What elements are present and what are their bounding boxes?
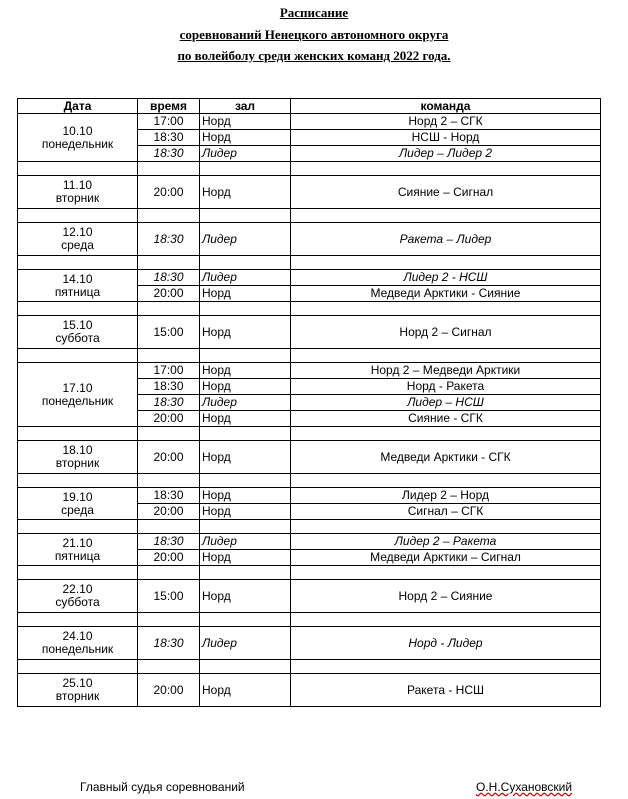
column-header-date: Дата — [18, 99, 138, 114]
spacer-cell — [200, 302, 291, 316]
column-header-time: время — [138, 99, 200, 114]
teams-cell: Норд - Лидер — [291, 627, 601, 660]
teams-cell: Лидер – НСШ — [291, 395, 601, 411]
spacer-cell — [200, 256, 291, 270]
date-label: 18.10 — [62, 443, 93, 457]
spacer-cell — [291, 256, 601, 270]
game-row — [18, 176, 601, 209]
hall-cell: Норд — [200, 114, 291, 130]
spacer-cell — [200, 162, 291, 176]
document-title: Расписание — [279, 5, 349, 20]
weekday-label: среда — [61, 238, 94, 252]
spacer-cell — [18, 427, 138, 441]
hall-cell: Лидер — [200, 534, 291, 550]
spacer-cell — [18, 613, 138, 627]
spacer-cell — [291, 209, 601, 223]
date-cell — [18, 627, 138, 660]
spacer-cell — [18, 302, 138, 316]
spacer-cell — [200, 349, 291, 363]
spacer-cell — [200, 566, 291, 580]
time-cell: 18:30 — [138, 395, 200, 411]
date-cell — [18, 363, 138, 427]
game-row — [18, 534, 601, 550]
spacer-cell — [138, 613, 200, 627]
schedule-table — [17, 98, 601, 707]
weekday-label: вторник — [55, 689, 100, 703]
hall-cell: Норд — [200, 379, 291, 395]
weekday-label: суббота — [55, 331, 100, 345]
column-header-teams: команда — [291, 99, 601, 114]
game-row — [18, 488, 601, 504]
time-cell: 18:30 — [138, 379, 200, 395]
time-cell: 15:00 — [138, 316, 200, 349]
spacer-cell — [200, 660, 291, 674]
spacer-cell — [200, 427, 291, 441]
date-cell — [18, 674, 138, 707]
schedule-body — [18, 114, 601, 707]
date-label: 12.10 — [62, 225, 93, 239]
spacer-cell — [138, 566, 200, 580]
time-cell: 18:30 — [138, 223, 200, 256]
teams-cell: Медведи Арктики - СГК — [291, 441, 601, 474]
teams-cell: Лидер 2 – Ракета — [291, 534, 601, 550]
hall-cell: Норд — [200, 286, 291, 302]
time-cell: 20:00 — [138, 550, 200, 566]
weekday-label: суббота — [55, 595, 100, 609]
date-cell — [18, 441, 138, 474]
teams-cell: Медведи Арктики – Сигнал — [291, 550, 601, 566]
teams-cell: Норд 2 – Сияние — [291, 580, 601, 613]
spacer-row — [18, 613, 601, 627]
date-cell — [18, 223, 138, 256]
spacer-cell — [291, 566, 601, 580]
spacer-cell — [200, 209, 291, 223]
teams-cell: Лидер – Лидер 2 — [291, 146, 601, 162]
time-cell: 18:30 — [138, 130, 200, 146]
time-cell: 17:00 — [138, 114, 200, 130]
time-cell: 17:00 — [138, 363, 200, 379]
footer-role: Главный судья соревнований — [80, 780, 245, 794]
hall-cell: Лидер — [200, 395, 291, 411]
teams-cell: Норд 2 – Сигнал — [291, 316, 601, 349]
game-row — [18, 627, 601, 660]
teams-cell: Ракета - НСШ — [291, 674, 601, 707]
spacer-cell — [18, 349, 138, 363]
hall-cell: Норд — [200, 316, 291, 349]
date-label: 15.10 — [62, 318, 93, 332]
header-row — [18, 99, 601, 114]
spacer-row — [18, 474, 601, 488]
date-cell — [18, 270, 138, 302]
time-cell: 20:00 — [138, 441, 200, 474]
time-cell: 18:30 — [138, 534, 200, 550]
column-header-hall: зал — [200, 99, 291, 114]
hall-cell: Норд — [200, 580, 291, 613]
date-label: 21.10 — [62, 535, 93, 550]
date-cell — [18, 488, 138, 520]
spacer-cell — [200, 520, 291, 534]
spacer-row — [18, 660, 601, 674]
hall-cell: Лидер — [200, 270, 291, 286]
time-cell: 20:00 — [138, 176, 200, 209]
date-label: 25.10 — [62, 676, 93, 690]
hall-cell: Норд — [200, 130, 291, 146]
spacer-cell — [291, 162, 601, 176]
spacer-cell — [138, 349, 200, 363]
spacer-cell — [138, 660, 200, 674]
game-row — [18, 441, 601, 474]
time-cell: 20:00 — [138, 674, 200, 707]
spacer-cell — [138, 427, 200, 441]
spacer-cell — [138, 209, 200, 223]
spacer-cell — [18, 256, 138, 270]
game-row — [18, 316, 601, 349]
spacer-cell — [291, 520, 601, 534]
hall-cell: Норд — [200, 363, 291, 379]
spacer-row — [18, 162, 601, 176]
teams-cell: НСШ - Норд — [291, 130, 601, 146]
spacer-cell — [200, 474, 291, 488]
time-cell: 18:30 — [138, 627, 200, 660]
time-cell: 18:30 — [138, 146, 200, 162]
teams-cell: Сигнал – СГК — [291, 504, 601, 520]
date-label: 22.10 — [62, 582, 93, 596]
teams-cell: Норд - Ракета — [291, 379, 601, 395]
spacer-cell — [138, 474, 200, 488]
spacer-cell — [291, 613, 601, 627]
hall-cell: Норд — [200, 411, 291, 427]
date-cell — [18, 176, 138, 209]
spacer-cell — [138, 302, 200, 316]
hall-cell: Норд — [200, 488, 291, 504]
teams-cell: Лидер 2 – Норд — [291, 488, 601, 504]
date-cell — [18, 580, 138, 613]
date-label: 19.10 — [62, 489, 93, 504]
teams-cell: Медведи Арктики - Сияние — [291, 286, 601, 302]
document-subtitle-2: по волейболу среди женских команд 2022 года. — [177, 48, 451, 63]
weekday-label: понедельник — [41, 393, 114, 408]
weekday-label: пятница — [54, 548, 101, 563]
footer-name: О.Н.Сухановский — [476, 780, 573, 794]
hall-cell: Норд — [200, 674, 291, 707]
game-row — [18, 223, 601, 256]
time-cell: 18:30 — [138, 488, 200, 504]
spacer-cell — [291, 427, 601, 441]
hall-cell: Норд — [200, 504, 291, 520]
hall-cell: Норд — [200, 176, 291, 209]
date-label: 14.10 — [62, 271, 93, 286]
game-row — [18, 580, 601, 613]
spacer-row — [18, 302, 601, 316]
teams-cell: Ракета – Лидер — [291, 223, 601, 256]
date-label: 10.10 — [62, 123, 93, 138]
spacer-cell — [18, 520, 138, 534]
spacer-cell — [18, 660, 138, 674]
hall-cell: Норд — [200, 441, 291, 474]
date-cell — [18, 114, 138, 162]
spacer-cell — [291, 660, 601, 674]
spacer-row — [18, 566, 601, 580]
weekday-label: вторник — [55, 191, 100, 205]
hall-cell: Норд — [200, 550, 291, 566]
weekday-label: среда — [61, 502, 94, 517]
game-row — [18, 270, 601, 286]
weekday-label: понедельник — [41, 642, 114, 656]
spacer-cell — [138, 520, 200, 534]
teams-cell: Лидер 2 - НСШ — [291, 270, 601, 286]
spacer-cell — [138, 162, 200, 176]
time-cell: 20:00 — [138, 286, 200, 302]
game-row — [18, 363, 601, 379]
weekday-label: понедельник — [41, 136, 114, 151]
spacer-cell — [291, 474, 601, 488]
hall-cell: Лидер — [200, 627, 291, 660]
spacer-cell — [291, 302, 601, 316]
document-subtitle: соревнований Ненецкого автономного округа — [179, 27, 449, 42]
teams-cell: Норд 2 – СГК — [291, 114, 601, 130]
weekday-label: вторник — [55, 456, 100, 470]
time-cell: 20:00 — [138, 504, 200, 520]
hall-cell: Лидер — [200, 223, 291, 256]
spacer-cell — [18, 474, 138, 488]
time-cell: 20:00 — [138, 411, 200, 427]
time-cell: 18:30 — [138, 270, 200, 286]
time-cell: 15:00 — [138, 580, 200, 613]
spacer-row — [18, 427, 601, 441]
date-label: 24.10 — [62, 629, 93, 643]
spacer-cell — [18, 566, 138, 580]
spacer-row — [18, 209, 601, 223]
spacer-row — [18, 349, 601, 363]
date-cell — [18, 316, 138, 349]
teams-cell: Сияние – Сигнал — [291, 176, 601, 209]
spacer-cell — [200, 613, 291, 627]
spacer-row — [18, 256, 601, 270]
game-row — [18, 674, 601, 707]
game-row — [18, 114, 601, 130]
spacer-cell — [18, 209, 138, 223]
spacer-row — [18, 520, 601, 534]
date-label: 17.10 — [62, 380, 93, 395]
spacer-cell — [291, 349, 601, 363]
spacer-cell — [138, 256, 200, 270]
teams-cell: Сияние - СГК — [291, 411, 601, 427]
date-label: 11.10 — [62, 178, 93, 192]
date-cell — [18, 534, 138, 566]
weekday-label: пятница — [54, 284, 101, 299]
teams-cell: Норд 2 – Медведи Арктики — [291, 363, 601, 379]
spacer-cell — [18, 162, 138, 176]
hall-cell: Лидер — [200, 146, 291, 162]
